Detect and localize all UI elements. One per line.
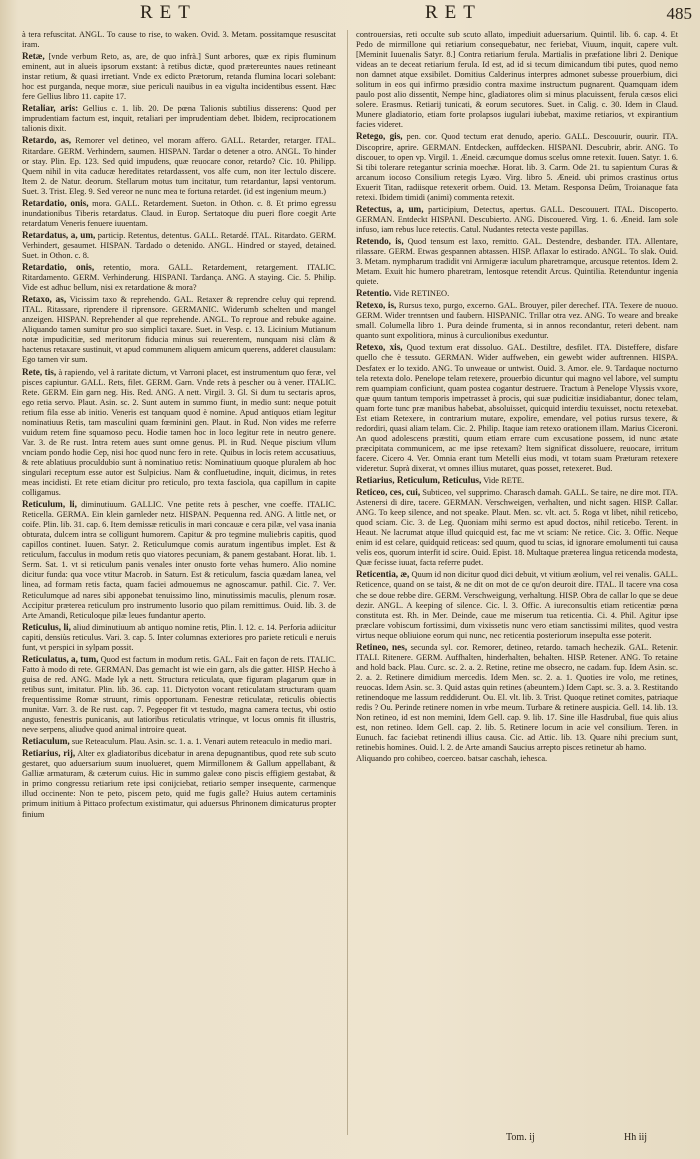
dictionary-entry: [356, 487, 678, 568]
dictionary-entry: [356, 204, 678, 235]
entry-text: aliud diminutiuum ab antiquo nomine retis, Plin. l. 12. c. 14. Perforia adiicitur capiti, densiùs reticulus. Vari. 3. cap. 5. Inter columnas exteriores pro pariete reticuli e neruis funt, vt perspici in sylpam possit.: [22, 622, 336, 652]
entry-text: secunda syl. cor. Remorer, detineo, retardo. tamach hechezik. GAL. Retenir. ITALI. Ritenere. GERM. Auffhalten, hinderhalten, behalten. HISP. Retener. ANG. To retaine and hold back. Plau. Curc. sc. 2. a. 2. Retine, retine me obsecro, ne cadam. fup. Idem Asin. sc. 2. a. 2. Retinere dimidium mercedis. Idem Men. sc. 2. a. 1. Quoties ire volo, me retines, reuocas. Idem Asin. sc. 3. Quid astas quin retines (abeuntem.) Idem Capt. sc. 3. a. 3. Restitando retinendoque me lassum reddiderunt. Ou. El. vlt. lib. 3. Trist. Quoque retinet comites, patriaque redis ? Ou. Perinde retinere nomen in vrbe meum. Turbare & retinere auspicia. Gell. 14. lib. 13. Non retineo, id est non memini, Idem Gell. cap. 9. lib. 17. Sine ille Hasdrubal, fiue quis alius est, non retineo. Idem Gell. cap. 2. lib. 5. Retinere locum in acie vel consilium. Teren. in Eunuch. fac faciebat retinendi illius causa. Cic. ad Attic. lib. 13. Quare nihi precium sunt, retinebis homines. Ouid. l. 2. de Arte amandi Saucius arrepto pisces retinetur ab hamo.: [356, 642, 679, 753]
dictionary-entry: [356, 131, 678, 202]
dictionary-entry: [22, 198, 336, 229]
entry-text: particip. Retentus, detentus. GALL. Retardé. ITAL. Ritardato. GERM. Verhindert, gesaumet. HISPAN. Tardado o detenido. ANGL. Hindred or stayed, detained. Suet. in Othon. c. 8.: [22, 230, 337, 260]
entry-headword: Reticentia, æ,: [356, 569, 410, 580]
page-footer: [356, 1132, 678, 1152]
entry-text: mora. GALL. Retardement. Sueton. in Othon. c. 8. Et primo egressu inundationibus Tiberis retardatus. Claud. in Europ. Sertatoque diu pueri flore coegit Arte retardatum Veneris fenuere iuuentam.: [22, 198, 337, 228]
dictionary-entry: [356, 475, 678, 486]
header-left-word: RET: [140, 2, 197, 23]
entry-text: diminutiuum. GALLIC. Vne petite rets à pescher, vne coeffe. ITALIC. Reticella. GERMA. Ein klein garnleder netz. HISPAN. Pequenna red. ANG. A little net, or coife. Plin. lib. 31. cap. 6. Item demissæ reticulis in mari concauæ e cera pilæ, vel vasa inania obturata, dulcem intra se colligunt humorem. Capitur & pro tegmine muliebris capitis, quod capillos continet. Iuuen. Satyr. 2. Reticulumque comis auratum ingentibus implet. Est & reticulum, facculus in modum retis quo viatores pecuniam, & panem gestabant. Horat. lib. 1. Serm. Sat. 1. vt si reticulum panis venales inter onusto forte vehas humero. Alio nomine dicitur funda: qua voce vtitur Macrob. in Saturn. Est & reticulum, fascia quædam lanea, vel linea, ad formam retis facta, quam faciei admouemus ne agnoscamur. pathil. Cic. 7. Ver. Reticulumque ad nares sibi apponebat tenuissimo lino, minutissimis maculis, plenum rosæ. Accipitur præterea reticulum pro instrumento lusorio quo pilam remittimus. Ouid. lib. 3. de Arte Amandi, Reticuloque pilæ leues fundantur aperto.: [22, 500, 337, 620]
dictionary-entry: [22, 135, 336, 196]
entry-headword: Reticeo, ces, cui,: [356, 487, 421, 498]
entry-text: Quod textum erat dissoluo. GAL. Destiltre, desfilet. ITA. Disteffere, disfare quello che è tessuto. GERMAN. Wider auffweben, ein gewebt wider auftrennen. HISPA. Desfatex er lo texido. ANG. To unweaue or untwist. Ouid. 3. Amor. ele. 9. Tardaque nocturno tela retexta dolo. Penelope telam retexere, prouerbio dicuntur qui magno vel labore, vel sumptu rem quampiam conficiunt, quam postea cogantur destruere. Tractum à Penelope Vlyssis vxore, quæ quum tantum temporis impetrasset à procis, qui suæ pudicitiæ insidiabantur, donec telam, quam forte tunc præ manibus habebat, absoluisset, quicquid interdiu texuisset, noctu retexebat. Est etiam Retexere, in contrarium mutare, expolire, emendare, vel potius rursus texere, & redordiri, quasi aliam telam. Cic. 2. Philip. Itaque iam retexo orationem illam. Marius Ciceroni. An quod adolescens præstiti, quum etiam errare cum excusatione possem, id nunc ætate præcipitata communicem, ac me ipse retexam? Item significat dissoluere, reuocare, irritum facere. Cicero 4. Ver. Omnia erant tum Metelli eius modi, vt totam suam Præturam retexere videretur. Suprà dixerat, vt omnes illius mutaret, quas posset, retexeret. Bud.: [356, 343, 679, 473]
dictionary-entry: [22, 230, 336, 261]
dictionary-entry: [22, 262, 336, 293]
entry-headword: Retardatio, onis,: [22, 262, 95, 273]
dictionary-entry: [22, 294, 336, 365]
entry-headword: Retendo, is,: [356, 235, 404, 246]
dictionary-entry: [22, 622, 336, 653]
dictionary-entry: [356, 288, 678, 299]
dictionary-entry: [356, 569, 678, 640]
dictionary-entry: [356, 642, 678, 754]
running-header: [0, 2, 700, 28]
entry-text: participium, Detectus, apertus. GALL. Descouuert. ITAL. Discoperto. GERMAN. Entdeckt HISPANI. Descubierto. ANG. Discouered. Virg. 1. 6. Æneid. Iam sole infuso, iam rebus luce retectis. Catul. Nudantes retecta veste papillas.: [356, 204, 679, 234]
entry-text: Quod tensum est laxo, remitto. GAL. Destendre, desbander. ITA. Allentare, rilassare. GERM. Etwas gespannen abtassen. HISP. Aflaxar lo estirado. ANGL. To slak. Ouid. 3. Metam. nympharum tradidit vni Armigeræ iaculum pharetramque, arcusque retentos. Idem 2. Metam. Exuit hic humero pharetram, lentosque retendit Arcus. Quintilia. Retenduntur ingenia quiete.: [356, 236, 678, 287]
dictionary-entry: [22, 748, 336, 819]
entry-headword: Retexo, xis,: [356, 342, 403, 353]
entry-headword: Retardatus, a, um,: [22, 229, 96, 240]
entry-text: Aliquando pro cohibeo, coerceo. batsar caschah, iehesca.: [356, 754, 548, 764]
entry-headword: Reticulus, li,: [22, 621, 71, 632]
entry-text: Vide RETINEO.: [393, 289, 450, 299]
entry-headword: Retineo, nes,: [356, 641, 408, 652]
entry-text: Rursus texo, purgo, excerno. GAL. Brouyer, piler derechef. ITA. Texere de nuouo. GERM. Wider trenntsen und faubern. HISPANIC. Trillar otra vez. ANG. To weare and breake small. Columella libro 1. Pura deinde frumenta, si in annos recondantur, reteri debent. nam quanto sunt expolitiora, minus à curculionibus exeduntur.: [356, 301, 679, 341]
dictionary-entry: [22, 736, 336, 747]
entry-text: à tera refuscitat. ANGL. To cause to rise, to waken. Ovid. 3. Metam. possitamque resuscitat iram.: [22, 30, 336, 50]
left-column: [22, 30, 336, 821]
entry-text: Remorer vel detineo, vel moram affero. GALL. Retarder, retarger. ITAL. Ritardare. GERM. Verhindern, saumen. HISPAN. Tardar o detener a otro. ANGL. To hinder or stay. Plin. Ep. 123. Sed quid impudens, quæ reuocare conor, retardo? Cic. 10. Philipp. Quem nihil in vita caducæ hereditates retardassent, vos alfe cum, non iter lectulo discere. Item 2. de Natur. deorum. Stellarum motus tum incitatur, tum retardantur, lapsi ventorum. Suet. 3. Trist. Eleg. 9. Sed vereor ne nunc mea te fortuna retardet. (id est ingenium meum.): [22, 136, 336, 196]
entry-text: pen. cor. Quod tectum erat denudo, aperio. GALL. Descouurir, ouurir. ITA. Discoprire, aprire. GERMAN. Entdecken, auffdecken. HISPANI. Descubrir, abrir. ANG. To discouer, to open vp. Virgil. 1. Æneid. cæcumque domus scelus omne retexit. Iuuen. Satyr. 1. 6. Si tibi tolerare retegantur scrinia moechæ. Horat. lib. 3. Carm. Ode 21. tu sapientum Curas & arcanum iocoso Consilium retegis Lyæo. Virg. libro 5. Æneid. ubi primos crastinus ortus Exuerit Titan, radiisque retexerit orbem. Ouid. 13. Metam. Responsa Deûm, Troianaque fata retexi. Ibidem timidi (animi) commenta retexit.: [356, 132, 679, 202]
dictionary-entry: [22, 499, 336, 621]
entry-text: controuersias, reti occulte sub scuto allato, impediuit aduersarium. Quintil. lib. 6. cap. 4. Et Pedo de mirmillone qui retiarium consequebatur, nec feriebat, Viuum, inquit, capere vult. [Meminit Iuuenalis Satyr. 8.] Contra retiarium ferula. Martialis in præfatione libri 2. Denique videas an te deceat retiarium ferula. Id est, ad id si tecum dimicandum tibi putes, quod nemo non damnet atque exsibilet. Domitius Calderinus interpres admonet subesse prouerbium, dici solitum in eos qui infirmo præsidio contra maxime instructum pugnarent. Quamquam idem paulo post alio dissentit, Nempe hinc, gladiatores olim si minus placuissent, ferula cæsos elici solere. Erasmus. Retiarij tunicati, & eorum secutores. Suet. in Calig. c. 30. Idem in Claud. Munere gladiatorio, etiam forte prolapsos iugulari iubebat, maxime retiarios, vt expirantium facies videret.: [356, 30, 678, 130]
entry-text: à rapiendo, vel à raritate dictum, vt Varroni placet, est instrumentum quo feræ, vel pisces capiuntur. GALL. Rets, filet. GERM. Garn. Vnde rets à pescher ou à vener. ITALIC. Rete. GERM. Ein garn neg. His. Red. ANG. A nett. Virgil. 3. Gl. Si dum tu sectaris apros, ego retia servo. Plaut. Asin. sc. 2. Sunt autem in summo fiunt, in medio sunt: neque potuit retium fila esse ab initio. Veneris est tanquam quod è nomine. Apud antiquos etiam legitur nominatiuus Retis, tam masculini quam fœminini gen. Plaut. in Rud. Non vides me referre vuidum retem fine squamoso pecu. Hodie tamen hoc in loco legitur rete in neutro genere. Var. 3. de Re rust. Intra retem aues sunt omne genus. Pl. in Rud. Neque piscium vllum vnciam pondo hodie Cep, nisi hoc quod nunc fero in rete. Quibus in locis retem accusatiuus, & rete ablatiuus proculdubio sunt à nominatiuo retis: Nominatiuum quoque pluralem ab hoc singulari receptum esse autor est Sulpicius. Nam & confluetudine, inquit, dicimus, in retes meas incidisti. Et rete etiam dicitur pro reticulo, pro texta fasciola, qua capillum in capite colligamus.: [22, 367, 336, 498]
right-column: [356, 30, 678, 765]
entry-text: Quod est factum in modum retis. GAL. Fait en façon de rets. ITALIC. Fatto à modo di rete. GERMAN. Das gemacht ist wie ein garn, als die gatter. HISP. Hecho à guisa de red. ANG. Made lyk a nett. Structura reticulata, quæ figuram plagarum quæ in retibus sunt, imitatur. Plin. lib. 36. cap. 11. Dictyoton vocant reticulatam structuram quam frequentissime Romæ struunt, rimis opportunam. Fenestræ reticulatæ, reticulis obiectis munitæ. Varr. 3. de Re rust. cap. 7. Pegeoper fit vt testudo, magna camera tectus, vbi ostio angusto, fenestris punicanis, aut latioribus reticulatis vtrinque, vt locus omnis fit illustris, neve serpens, aliudve quod animal introire queat.: [22, 654, 336, 735]
dictionary-entry: [22, 51, 336, 102]
entry-headword: Retæ,: [22, 51, 45, 62]
entry-text: Alter ex gladiatoribus dicebatur in arena depugnantibus, quod rete sub scuto gestaret, quo aduersarium suum inuolueret, quem Mirmillonem & Gallum appellabant, & Galliæ armaturam, & cæterum cuius. Hic in summo galeæ cono piscis effigiem gestabat, & in primo congressu retiarium rete ipsi conijciebat, retiario semper insequente, carmenque illud occinente: Non te peto, piscem peto, quid me fugis galle? Huius autem certaminis primum initium à Pittaco profectum existimatur, qui aduersus Phrinonem dimicaturus propter finium: [22, 749, 336, 819]
page-number: 485: [666, 4, 692, 23]
dictionary-entry: [356, 754, 678, 764]
entry-text: Subticeo, vel supprimo. Charasch damah. GALL. Se taire, ne dire mot. ITA. Astenersi di dire, tacere. GERMAN. Verschweigen, verhalten, und nicht sagen. HISP. Callar. ANG. To keep silence, and not speake. Plaut. Men. sc. vlt. act. 5. Roga vt libet, nihil reticebo, quod sciam. Cic. 3. de Leg. Quoniam mihi sermo est apud doctos, nihil reticebo. Terent. in Heaut. Ne lacrumat atque illud quicquid est, fac me vt sciam: Ne retice. Cic. 3. Offic. Neque enim id est celare, quidquid reticeas: sed quum, quod tu scias, id ignorare emolumenti tui causa velis eos, quorum interfit id scire. Ouid. Epist. 18. Multaque præterea lingua reticenda modesta, Quæ fecisse iuuat, facta referre pudet.: [356, 488, 679, 568]
entry-headword: Retentio.: [356, 288, 392, 299]
entry-headword: Retexo, is,: [356, 300, 397, 311]
entry-headword: Retiarius, Reticulum, Reticulus,: [356, 475, 482, 486]
entry-headword: Retaxo, as,: [22, 294, 67, 305]
header-right-word: RET: [425, 2, 482, 23]
entry-headword: Retiaculum,: [22, 736, 70, 747]
entry-text: retentio, mora. GALL. Retardement, retargement. ITALIC. Ritardamento. GERM. Verhinderung. HISPANI. Tardança. ANG. A staying. Cic. 5. Philip. Vide est adhuc bellum, nisi ex retardatione & mora?: [22, 263, 337, 293]
entry-headword: Retego, gis,: [356, 131, 403, 142]
entry-headword: Rete, tis,: [22, 366, 57, 377]
entry-headword: Reticulatus, a, tum,: [22, 653, 99, 664]
dictionary-entry: [22, 30, 336, 50]
dictionary-entry: [22, 103, 336, 134]
dictionary-entry: [356, 30, 678, 130]
entry-text: Vicissim taxo & reprehendo. GAL. Retaxer & reprendre celuy qui reprend. ITAL. Ritassare, riprendere il riprensore. GERMANIC. Widerumb schelten und mangel anzeigen. HISPAN. Reprehender al que reprehende. ANGL. To reproue and rebuke againe. Aliquando tamen sumitur pro suo simplici taxare. Suet. in Vesp. c. 13. Licinium Mutianum notæ impudicitiæ, sed meritorum fiducia minus sui reuerentem, nunquam nisi clàm & hactenus retaxare sustinuit, vt apud communem aliquem amicum querens, adderet clausulam: Ego tamen vir sum.: [22, 295, 336, 365]
entry-text: Quum id non dicitur quod dici debuit, vt vitium æolium, vel rei venalis. GALL. Reticence, quand on se taist, & ne dit on mot de ce qu'on deuroit dire. ITAL. Il tacere vna cosa che se doue rebbe dire. GERM. Verschweigung, verhaltung. HISP. Obra de callar lo que se deue dezir. ANGL. A keeping of silence. Cic. l. 3. Offic. A iureconsultis etiam reticentiæ pœna constituta est. Rh. in Mer. Deinde, caue me miserum tua reticentia. Ci. 4. Phil. Agitur ipse præclare vobiscum fortissimi, dum vixissetis nunc vero etiam sanctissimi milites, quod vestra virtus neque obliuione eorum qui nunc, nec reticentia posteriorum insepulta esse poterit.: [356, 570, 678, 640]
entry-text: sue Reteaculum. Plau. Asin. sc. 1. a. 1. Venari autem reteaculo in medio mari.: [71, 737, 332, 747]
dictionary-entry: [22, 367, 336, 499]
entry-text: [vnde verbum Reto, as, are, de quo infrà.] Sunt arbores, quæ ex ripis fluminum eminent, aut in alueis ipsorum exstant: à retibus dictæ, quod prætereuntes naues retineant instar retium, & quasi irretiant. Vnde ex edicto Prætorum, retanda flumina locari solebant: hoc est purganda, neque moræ, siue periculi nauibus in ea vigulta incidentibus essent. Hæc fere Gellius libro 11. capite 17.: [22, 52, 337, 102]
entry-headword: Reticulum, li,: [22, 499, 77, 510]
dictionary-entry: [22, 654, 336, 735]
catchword: Hh iij: [624, 1132, 648, 1143]
entry-text: Gellius c. 1. lib. 20. De pœna Talionis subtilius disserens: Quod per imprudentiam factum est, inquit, retaliari per imprudentiam debet. Ibidem, reciprocationem talionis dixit.: [22, 104, 336, 134]
dictionary-entry: [356, 236, 678, 287]
column-divider: [347, 30, 348, 1135]
dictionary-entry: [356, 300, 678, 341]
dictionary-entry: [356, 342, 678, 474]
entry-headword: Retardo, as,: [22, 135, 72, 146]
entry-headword: Retiarius, rij,: [22, 748, 76, 759]
entry-headword: Retectus, a, um,: [356, 203, 424, 214]
entry-headword: Retardatio, onis,: [22, 197, 89, 208]
signature-mark: Tom. ij: [506, 1132, 535, 1143]
entry-headword: Retaliar, aris:: [22, 103, 79, 114]
entry-text: Vide RETE.: [483, 476, 525, 486]
